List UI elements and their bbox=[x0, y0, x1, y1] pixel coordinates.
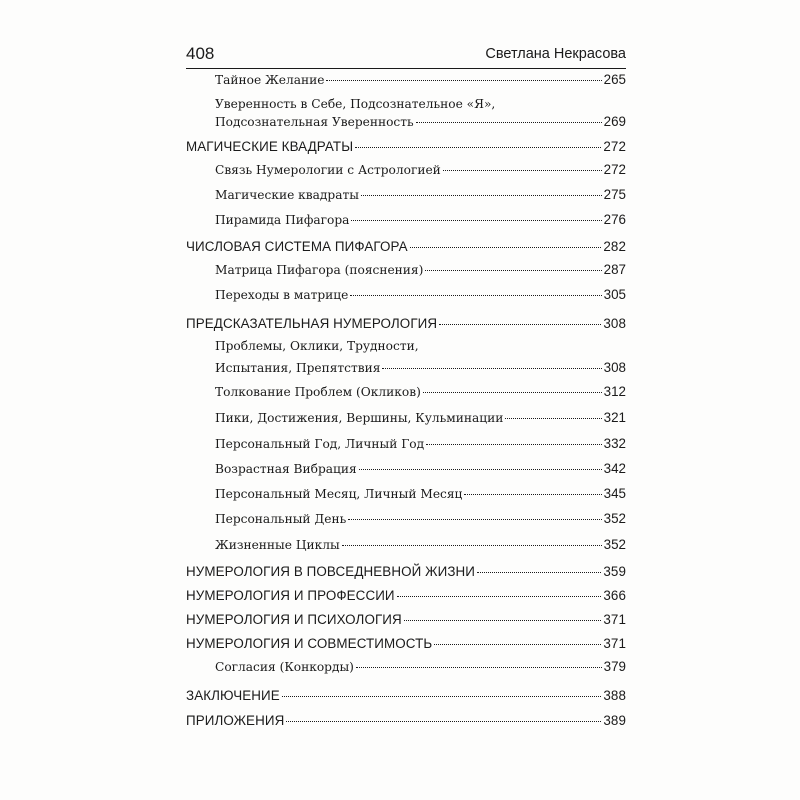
dot-leader bbox=[426, 444, 602, 445]
toc-entry-page: 312 bbox=[603, 384, 626, 399]
dot-leader bbox=[425, 270, 601, 271]
toc-entry-page: 276 bbox=[603, 212, 626, 227]
toc-entry-page: 345 bbox=[603, 486, 626, 501]
toc-entry-title: Толкование Проблем (Окликов) bbox=[215, 385, 421, 399]
toc-entry-title: НУМЕРОЛОГИЯ И СОВМЕСТИМОСТЬ bbox=[186, 636, 433, 651]
running-head-author: Светлана Некрасова bbox=[485, 46, 626, 62]
toc-entry-page: 366 bbox=[603, 588, 626, 603]
dot-leader bbox=[404, 620, 602, 621]
toc-entry-page: 272 bbox=[603, 139, 626, 154]
toc-entry bbox=[186, 72, 626, 87]
page-header bbox=[186, 44, 626, 69]
toc-entry-title: Персональный Месяц, Личный Месяц bbox=[215, 487, 463, 501]
dot-leader bbox=[410, 247, 602, 248]
toc-entry bbox=[186, 659, 626, 674]
toc-entry-page: 287 bbox=[603, 262, 626, 277]
toc-entry bbox=[186, 262, 626, 277]
toc-entry bbox=[186, 612, 626, 627]
toc-entry-page: 388 bbox=[603, 688, 626, 703]
toc-entry-page: 352 bbox=[603, 537, 626, 552]
dot-leader bbox=[505, 418, 601, 419]
toc-entry bbox=[186, 688, 626, 703]
toc-entry-title: Возрастная Вибрация bbox=[215, 462, 357, 476]
toc-entry-page: 359 bbox=[603, 564, 626, 579]
toc-entry bbox=[186, 287, 626, 302]
toc-entry-page: 352 bbox=[603, 511, 626, 526]
dot-leader bbox=[342, 545, 602, 546]
toc-entry-title: Пирамида Пифагора bbox=[215, 213, 350, 227]
dot-leader bbox=[443, 170, 602, 171]
toc-entry bbox=[186, 139, 626, 154]
dot-leader bbox=[351, 220, 601, 221]
toc-entry bbox=[186, 537, 626, 552]
dot-leader bbox=[282, 696, 602, 697]
toc-entry-title: ЗАКЛЮЧЕНИЕ bbox=[186, 688, 280, 703]
dot-leader bbox=[416, 122, 602, 123]
toc-entry-title: Жизненные Циклы bbox=[215, 538, 340, 552]
toc-entry-title: Персональный День bbox=[215, 512, 347, 526]
toc-entry-page: 379 bbox=[603, 659, 626, 674]
page-number: 408 bbox=[186, 44, 215, 63]
dot-leader bbox=[439, 324, 601, 325]
toc-entry bbox=[186, 713, 626, 728]
toc-entry-page: 371 bbox=[603, 636, 626, 651]
dot-leader bbox=[350, 295, 601, 296]
toc-entry bbox=[186, 564, 626, 579]
toc-entry bbox=[186, 212, 626, 227]
dot-leader bbox=[286, 721, 601, 722]
toc-entry bbox=[186, 360, 626, 375]
dot-leader bbox=[434, 644, 601, 645]
dot-leader bbox=[464, 494, 601, 495]
toc-entry-page: 342 bbox=[603, 461, 626, 476]
toc-entry-title: Магические квадраты bbox=[215, 188, 359, 202]
toc-entry-title: ПРЕДСКАЗАТЕЛЬНАЯ НУМЕРОЛОГИЯ bbox=[186, 316, 438, 331]
toc-entry-page: 308 bbox=[603, 360, 626, 375]
toc-entry bbox=[186, 410, 626, 425]
toc-entry-page: 275 bbox=[603, 187, 626, 202]
toc-entry bbox=[186, 636, 626, 651]
toc-entry-title: НУМЕРОЛОГИЯ В ПОВСЕДНЕВНОЙ ЖИЗНИ bbox=[186, 564, 476, 579]
toc-entry-page: 371 bbox=[603, 612, 626, 627]
dot-leader bbox=[397, 596, 602, 597]
dot-leader bbox=[361, 195, 602, 196]
dot-leader bbox=[423, 392, 602, 393]
toc-entry bbox=[186, 511, 626, 526]
dot-leader bbox=[382, 368, 601, 369]
toc-entry-title: Персональный Год, Личный Год bbox=[215, 437, 425, 451]
toc-entry-title: Испытания, Препятствия bbox=[215, 361, 381, 375]
toc-entry bbox=[186, 162, 626, 177]
toc-entry bbox=[186, 461, 626, 476]
toc-entry-page: 282 bbox=[603, 239, 626, 254]
dot-leader bbox=[477, 572, 601, 573]
toc-entry-page: 265 bbox=[603, 72, 626, 87]
toc-entry-title-line1: Проблемы, Оклики, Трудности, bbox=[215, 339, 419, 353]
dot-leader bbox=[326, 80, 601, 81]
dot-leader bbox=[355, 147, 601, 148]
toc-entry bbox=[186, 114, 626, 129]
dot-leader bbox=[356, 667, 602, 668]
toc-entry-title: Переходы в матрице bbox=[215, 288, 349, 302]
toc-entry-title: Подсознательная Уверенность bbox=[215, 115, 414, 129]
toc-entry bbox=[186, 187, 626, 202]
toc-entry bbox=[186, 239, 626, 254]
toc-entry bbox=[186, 486, 626, 501]
toc-entry-title: Матрица Пифагора (пояснения) bbox=[215, 263, 424, 277]
toc-entry-title: ЧИСЛОВАЯ СИСТЕМА ПИФАГОРА bbox=[186, 239, 408, 254]
toc-entry-page: 321 bbox=[603, 410, 626, 425]
toc-entry bbox=[186, 384, 626, 399]
toc-entry-title-line1: Уверенность в Себе, Подсознательное «Я», bbox=[215, 97, 496, 111]
toc-entry bbox=[186, 436, 626, 451]
toc-entry-page: 272 bbox=[603, 162, 626, 177]
toc-entry-title: Тайное Желание bbox=[215, 73, 325, 87]
toc-entry-page: 305 bbox=[603, 287, 626, 302]
toc-entry-title: НУМЕРОЛОГИЯ И ПРОФЕССИИ bbox=[186, 588, 395, 603]
dot-leader bbox=[359, 469, 602, 470]
toc-entry-title: МАГИЧЕСКИЕ КВАДРАТЫ bbox=[186, 139, 354, 154]
toc-entry bbox=[186, 588, 626, 603]
toc-entry-title: Пики, Достижения, Вершины, Кульминации bbox=[215, 411, 504, 425]
dot-leader bbox=[348, 519, 601, 520]
toc-entry-title: Согласия (Конкорды) bbox=[215, 660, 354, 674]
toc-entry-title: НУМЕРОЛОГИЯ И ПСИХОЛОГИЯ bbox=[186, 612, 402, 627]
toc-entry-page: 269 bbox=[603, 114, 626, 129]
toc-entry-title: Связь Нумерологии с Астрологией bbox=[215, 163, 441, 177]
toc-entry-title: ПРИЛОЖЕНИЯ bbox=[186, 713, 285, 728]
toc-entry-page: 332 bbox=[603, 436, 626, 451]
toc-entry-page: 389 bbox=[603, 713, 626, 728]
toc-entry bbox=[186, 316, 626, 331]
toc-entry-page: 308 bbox=[603, 316, 626, 331]
